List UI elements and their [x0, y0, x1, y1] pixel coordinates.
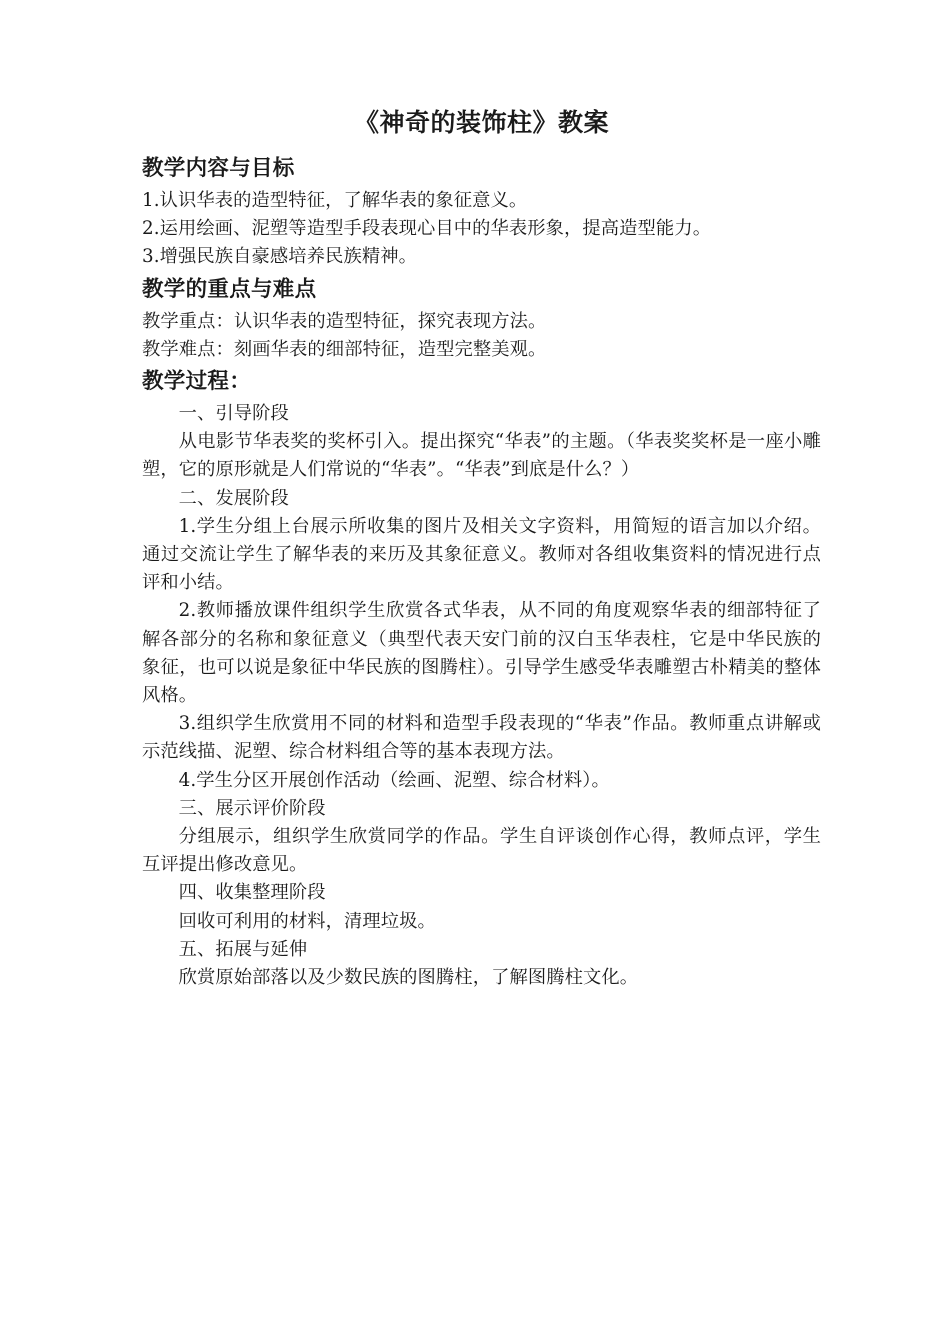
paragraph-stage-two-item-2: 2.教师播放课件组织学生欣赏各式华表，从不同的角度观察华表的细部特征了解各部分的名称和象征意义（典型代表天安门前的汉白玉华表柱，它是中华民族的象征，也可以说是象征中华民族的图腾柱）。引导学生感受华表雕塑古朴精美的整体风格。	[142, 600, 821, 707]
paragraph-stage-five-body: 欣赏原始部落以及少数民族的图腾柱，了解图腾柱文化。	[178, 967, 639, 989]
paragraph-goal-3: 3.增强民族自豪感培养民族精神。	[142, 246, 417, 268]
paragraph-stage-three-body: 分组展示，组织学生欣赏同学的作品。学生自评谈创作心得，教师点评，学生互评提出修改意见。	[142, 826, 821, 876]
paragraph-difficult-point: 教学难点：刻画华表的细部特征，造型完整美观。	[142, 338, 547, 360]
paragraph-stage-two-item-3: 3.组织学生欣赏用不同的材料和造型手段表现的“华表”作品。教师重点讲解或示范线描、泥塑、综合材料组合等的基本表现方法。	[142, 713, 821, 763]
paragraph-key-point: 教学重点：认识华表的造型特征，探究表现方法。	[142, 310, 547, 332]
paragraph-stage-five-label: 五、拓展与延伸	[178, 938, 308, 960]
paragraph-stage-two-item-1: 1.学生分组上台展示所收集的图片及相关文字资料，用简短的语言加以介绍。通过交流让学生了解华表的来历及其象征意义。教师对各组收集资料的情况进行点评和小结。	[142, 515, 821, 594]
page-content-area	[142, 0, 821, 992]
paragraph-goal-1: 1.认识华表的造型特征，了解华表的象征意义。	[142, 190, 528, 211]
paragraph-stage-one-body: 从电影节华表奖的奖杯引入。提出探究“华表”的主题。（华表奖奖杯是一座小雕塑，它的原形就是人们常说的“华表”。“华表”到底是什么？）	[142, 431, 821, 481]
paragraph-stage-two-label: 二、发展阶段	[178, 487, 289, 509]
paragraph-goal-2: 2.运用绘画、泥塑等造型手段表现心目中的华表形象，提高造型能力。	[142, 218, 712, 240]
paragraph-stage-three-label: 三、展示评价阶段	[178, 797, 326, 819]
section-heading-teaching-content-and-goals: 教学内容与目标	[142, 156, 295, 181]
paragraph-stage-two-item-4: 4.学生分区开展创作活动（绘画、泥塑、综合材料）。	[178, 769, 610, 791]
paragraph-stage-four-body: 回收可利用的材料，清理垃圾。	[178, 910, 436, 932]
paragraph-stage-four-label: 四、收集整理阶段	[178, 882, 326, 904]
section-heading-teaching-process: 教学过程：	[142, 369, 252, 395]
section-heading-key-points-and-difficulties: 教学的重点与难点	[142, 276, 317, 302]
page-title: 《神奇的装饰柱》教案	[353, 108, 609, 137]
paragraph-stage-one-label: 一、引导阶段	[178, 403, 289, 425]
